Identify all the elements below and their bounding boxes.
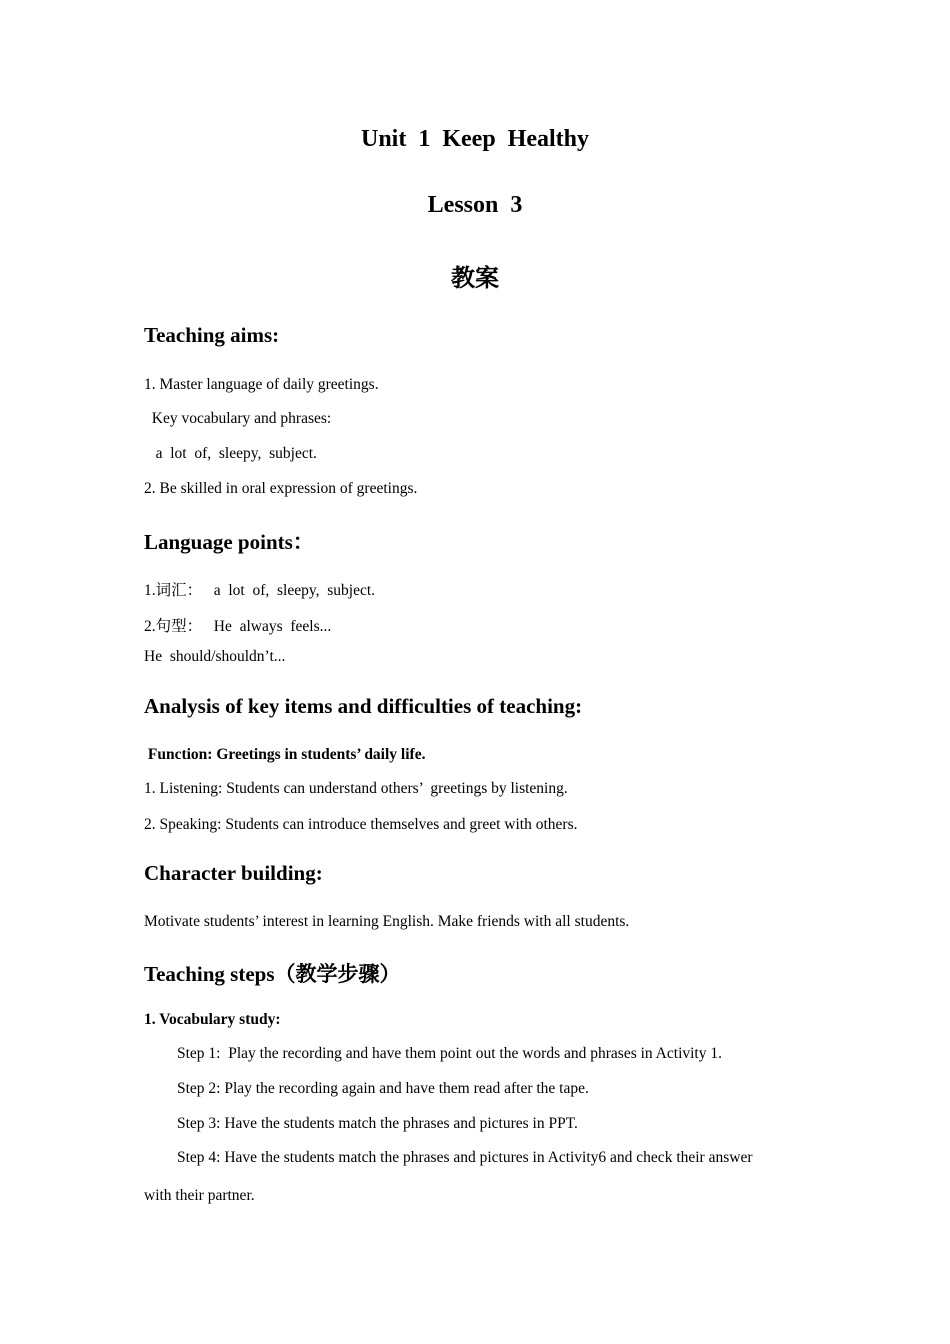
text-line: 1. Master language of daily greetings. xyxy=(144,376,379,393)
text-line: 2.句型： He always feels... xyxy=(144,618,332,635)
text-line: 2. Be skilled in oral expression of greetings. xyxy=(144,480,418,497)
heading-steps: Teaching steps（教学步骤） xyxy=(144,962,401,986)
text-line: Key vocabulary and phrases: xyxy=(144,410,332,427)
function-line: Function: Greetings in students’ daily life. xyxy=(144,746,426,763)
heading-analysis: Analysis of key items and difficulties of teaching: xyxy=(144,694,583,718)
subtitle: 教案 xyxy=(451,266,499,292)
text-line: 1. Listening: Students can understand others’ greetings by listening. xyxy=(144,780,568,797)
step-line: Step 3: Have the students match the phrases and pictures in PPT. xyxy=(177,1115,578,1132)
text-line: 2. Speaking: Students can introduce themselves and greet with others. xyxy=(144,816,578,833)
heading-aims: Teaching aims: xyxy=(144,323,280,347)
text-line: 1.词汇： a lot of, sleepy, subject. xyxy=(144,582,376,599)
step-line: with their partner. xyxy=(144,1187,255,1204)
subheading-vocab: 1. Vocabulary study: xyxy=(144,1011,281,1028)
step-line: Step 2: Play the recording again and have them read after the tape. xyxy=(177,1080,589,1097)
step-line: Step 4: Have the students match the phrases and pictures in Activity6 and check their answer xyxy=(177,1149,753,1166)
heading-character: Character building: xyxy=(144,861,323,885)
title: Unit 1 Keep Healthy xyxy=(361,126,589,152)
heading-points: Language points： xyxy=(144,530,314,554)
text-line: He should/shouldn’t... xyxy=(144,648,286,665)
text-line: Motivate students’ interest in learning English. Make friends with all students. xyxy=(144,913,630,930)
text-line: a lot of, sleepy, subject. xyxy=(144,445,317,462)
lesson: Lesson 3 xyxy=(427,192,523,218)
step-line: Step 1: Play the recording and have them point out the words and phrases in Activity 1. xyxy=(177,1045,722,1062)
